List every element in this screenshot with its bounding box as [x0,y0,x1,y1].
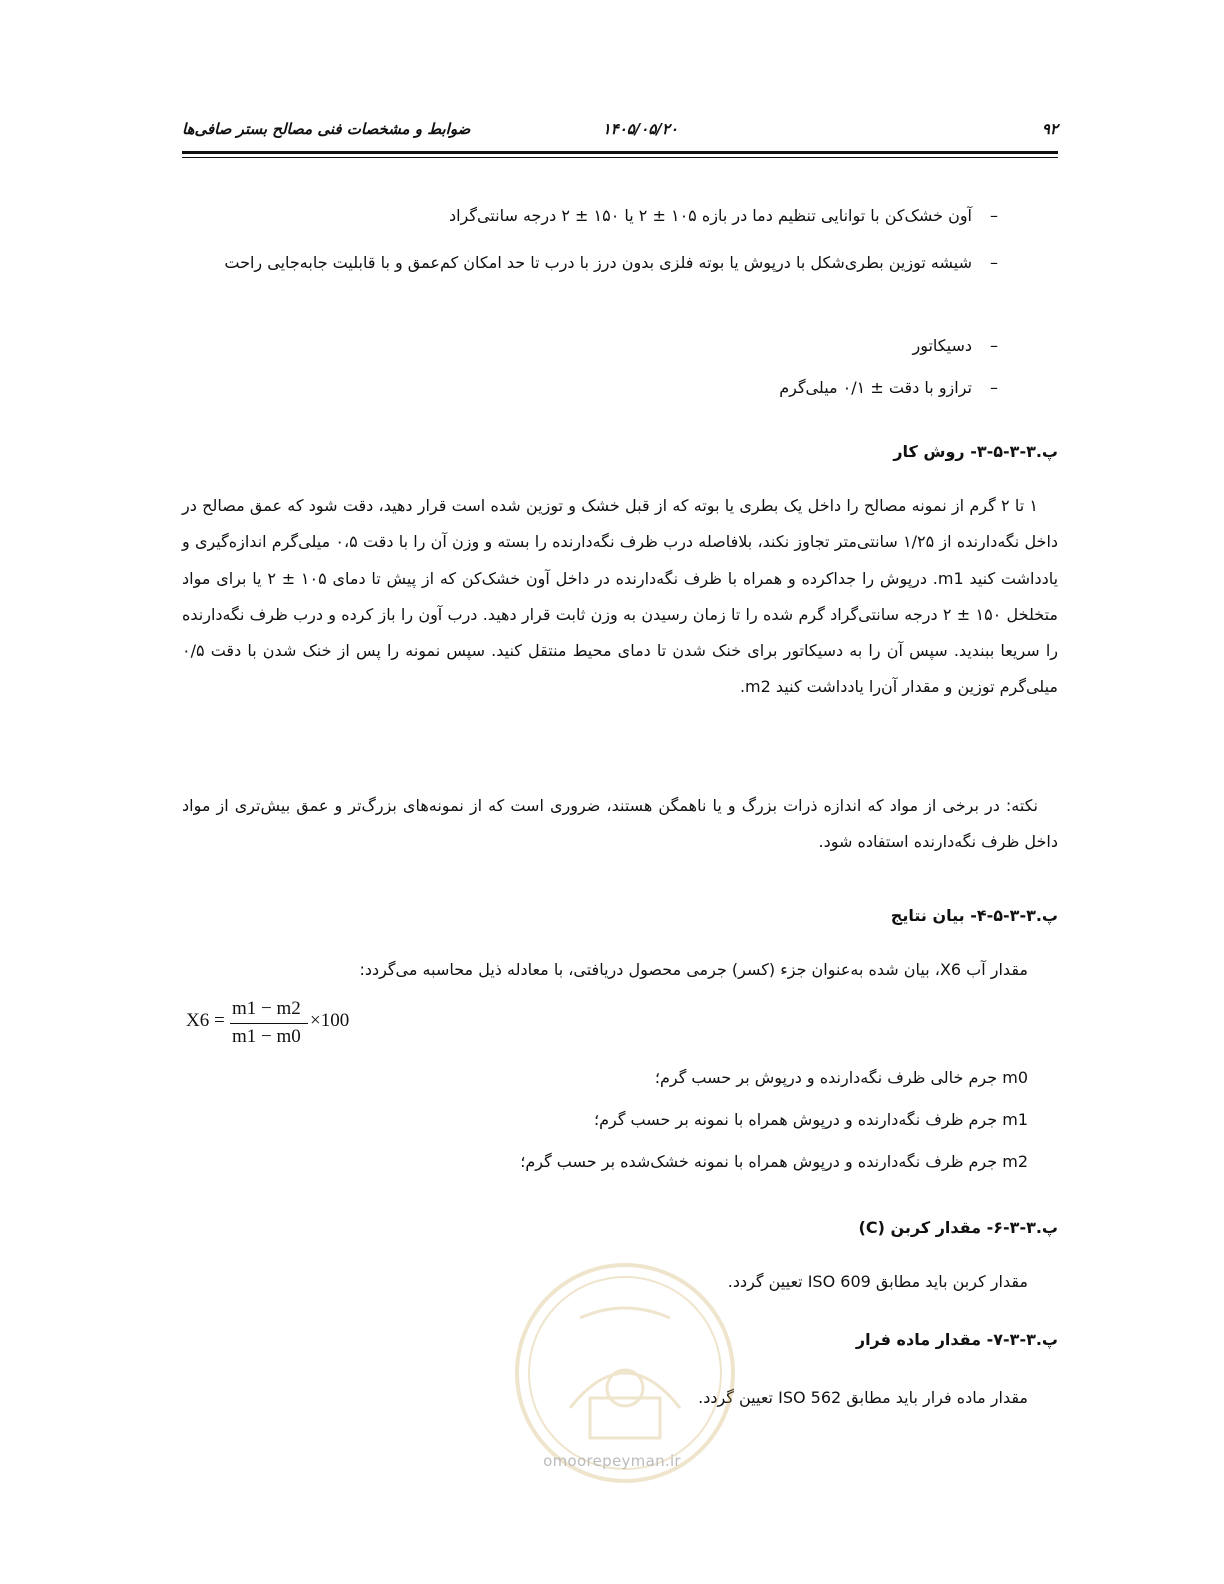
header-rule-thin [182,157,1058,158]
definition-m2: m2 جرم ظرف نگه‌دارنده و درپوش همراه با نمونه خشک‌شده بر حسب گرم؛ [520,1152,1028,1171]
watermark-text: omoorepeyman.ir [543,1452,681,1470]
heading-procedure: پ.۳-۳-۵-۳- روش کار [893,442,1058,461]
heading-carbon: پ.۳-۳-۶- مقدار کربن (C) [858,1218,1058,1237]
list-dash: – [990,206,998,225]
definition-m1: m1 جرم ظرف نگه‌دارنده و درپوش همراه با نمونه بر حسب گرم؛ [594,1110,1028,1129]
equipment-item-2: –شیشه توزین بطری‌شکل با درپوش یا بوته فلزی بدون درز با درب تا حد امکان کم‌عمق و با قابلیت جابه‌جایی راحت [224,253,998,272]
equipment-item-1: –آون خشک‌کن با توانایی تنظیم دما در بازه ۱۰۵ ± ۲ یا ۱۵۰ ± ۲ درجه سانتی‌گراد [449,204,998,228]
formula-denominator: m1 − m0 [232,1026,301,1047]
header-title: ضوابط و مشخصات فنی مصالح بستر صافی‌ها [182,120,471,138]
formula-lhs: X6 = [186,1010,225,1031]
page-number: ۹۲ [1041,120,1058,138]
formula-numerator: m1 − m2 [232,998,301,1019]
equipment-item-3: –دسیکاتور [912,336,998,355]
volatile-text: مقدار ماده فرار باید مطابق ISO 562 تعیین گردد. [698,1388,1028,1407]
heading-volatile: پ.۳-۳-۷- مقدار ماده فرار [855,1330,1058,1349]
procedure-paragraph: ۱ تا ۲ گرم از نمونه مصالح را داخل یک بطری یا بوته که از قبل خشک و توزین شده است قرار دهید، دقت شود که عمق مصالح در داخل نگه‌دارنده از ۱/۲۵ سانتی‌متر تجاوز نکند، بلافاصله درب ظرف نگه‌دارنده را بسته و وزن آن را با دقت ۰،۵ میلی‌گرم اندازه‌گیری و یادداشت کنید m1. درپوش را جداکرده و همراه با ظرف نگه‌دارنده در داخل آون خشک‌کن که از پیش تا دمای ۱۰۵ ± ۲ یا برای مواد متخلخل ۱۵۰ ± ۲ درجه سانتی‌گراد گرم شده را تا زمان رسیدن به وزن ثابت قرار دهید. درب آون را باز کرده و درب ظرف نگه‌دارنده را سریعا ببندید. سپس آن را به دسیکاتور برای خنک شدن تا دمای محیط منتقل کنید. سپس نمونه را پس از خنک شدن با دقت ۰/۵ میلی‌گرم توزین و مقدار آن‌را یادداشت کنید m2. [182,496,1059,697]
water-content-formula [182,998,422,1048]
heading-results: پ.۳-۳-۵-۴- بیان نتایج [890,906,1058,925]
equipment-item-4: –ترازو با دقت ± ۰/۱ میلی‌گرم [779,378,998,397]
formula-fraction-bar [230,1023,308,1024]
header-rule-thick [182,151,1058,154]
definition-m0: m0 جرم خالی ظرف نگه‌دارنده و درپوش بر حسب گرم؛ [654,1068,1028,1087]
carbon-text: مقدار کربن باید مطابق ISO 609 تعیین گردد. [727,1272,1028,1291]
header-date: ۱۴۰۵/۰۵/۲۰ [602,120,678,138]
page-header [182,120,1058,146]
formula-multiplier: ×100 [310,1010,350,1031]
results-intro: مقدار آب X6، بیان شده به‌عنوان جزء (کسر) جرمی محصول دریافتی، با معادله ذیل محاسبه می‌گردد: [359,960,1028,979]
procedure-note: نکته: در برخی از مواد که اندازه ذرات بزرگ و یا ناهمگن هستند، ضروری است که از نمونه‌های بزرگ‌تر و عمق بیش‌تری از مواد داخل ظرف نگه‌دارنده استفاده شود. [182,796,1058,852]
